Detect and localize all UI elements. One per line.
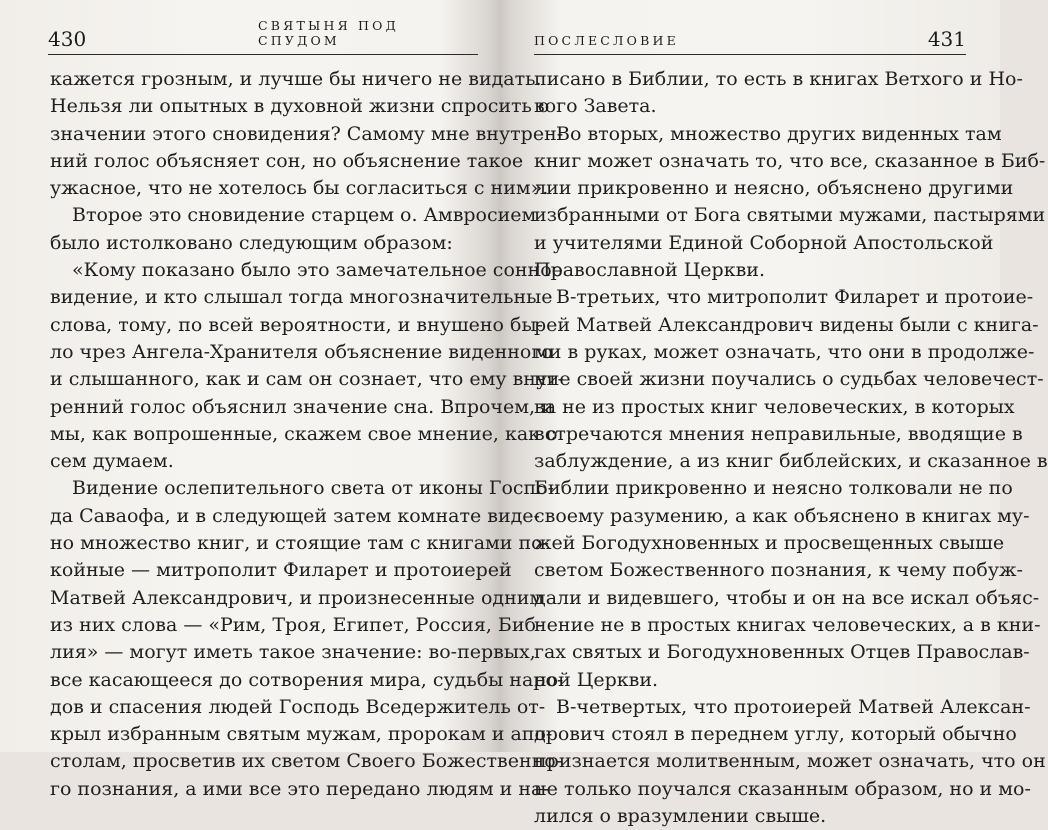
text-line: «Кому показано было это замечательное сонное [72, 259, 563, 282]
text-line: дов и спасения людей Господь Вседержитель от- [50, 695, 546, 718]
text-line: лии прикровенно и неясно, объяснено другими [534, 177, 1014, 200]
text-line: Во вторых, множество других виденных там [556, 122, 1002, 145]
text-line: столам, просветив их светом Своего Божественно- [50, 750, 563, 773]
text-line: своему разумению, а как объяснено в книгах му- [534, 504, 1030, 527]
text-line: заблуждение, а из книг библейских, и сказанное в [534, 450, 1048, 473]
text-line: ний голос объясняет сон, но объяснение такое [50, 149, 524, 172]
text-line: койные — митрополит Филарет и протоиерей [50, 559, 512, 582]
text-line: мы, как вопрошенные, скажем свое мнение, как о [50, 422, 558, 445]
text-line: было истолковано следующим образом: [50, 231, 453, 254]
text-line: писано в Библии, то есть в книгах Ветхого и Но- [534, 68, 1023, 90]
text-line: Нельзя ли опытных в духовной жизни спросить о [50, 95, 550, 118]
left-page-number: 430 [48, 27, 87, 51]
text-line: дрович стоял в переднем углу, который обычно [534, 723, 1017, 746]
text-line: гах святых и Богодухновенных Отцев Православ- [534, 641, 1030, 664]
text-line: и учителями Единой Соборной Апостольской [534, 231, 994, 254]
text-line: все касающееся до сотворения мира, судьбы наро- [50, 668, 564, 691]
text-line: ва не из простых книг человеческих, в которых [534, 395, 1015, 418]
text-line: видение, и кто слышал тогда многозначительные [50, 286, 553, 309]
right-page-number: 431 [927, 27, 966, 51]
left-page-header [48, 18, 478, 55]
text-line: но множество книг, и стоящие там с книгами по- [50, 532, 550, 555]
left-running-head: СВЯТЫНЯ ПОД СПУДОМ [258, 18, 399, 48]
text-line: ло чрез Ангела-Хранителя объяснение виденного [50, 340, 553, 363]
text-line: Матвей Александрович, и произнесенные одним [50, 586, 545, 609]
text-line: крыл избранным святым мужам, пророкам и апо- [50, 723, 553, 746]
right-page-header [534, 24, 966, 55]
text-line: лился о вразумлении свыше. [534, 805, 827, 828]
text-line: Библии прикровенно и неясно толковали не по [534, 477, 1013, 500]
text-line: сем думаем. [50, 450, 174, 473]
left-page-text [50, 66, 565, 803]
text-line: жей Богодухновенных и просвещенных свыше [534, 532, 1005, 555]
text-line: Второе это сновидение старцем о. Амвросием [72, 204, 537, 227]
text-line: не только поучался сказанным образом, но и мо- [534, 777, 1031, 800]
text-line: нение не в простых книгах человеческих, а в кни- [534, 613, 1041, 636]
text-line: и слышанного, как и сам он сознает, что ему внут- [50, 368, 565, 391]
text-line: да Саваофа, и в следующей затем комнате виде- [50, 504, 540, 527]
text-line: признается молитвенным, может означать, что он [534, 750, 1046, 773]
right-page [500, 0, 1048, 828]
text-line: Православной Церкви. [534, 259, 765, 282]
right-running-head: ПОСЛЕСЛОВИЕ [534, 33, 679, 48]
text-line: из них слова — «Рим, Троя, Египет, Россия, Биб- [50, 613, 543, 636]
text-line: ние своей жизни поучались о судьбах человечест- [534, 368, 1044, 391]
text-line: избранными от Бога святыми мужами, пастырями [534, 204, 1046, 227]
text-line: дали и видевшего, чтобы и он на все искал объяс- [534, 586, 1040, 609]
text-line: светом Божественного познания, к чему побуж- [534, 559, 1023, 582]
text-line: ужасное, что не хотелось бы согласиться с ним». [50, 177, 549, 200]
text-line: В-четвертых, что протоиерей Матвей Алексан- [556, 695, 1031, 718]
right-page-text [534, 66, 1048, 830]
text-line: книг может означать то, что все, сказанное в Биб- [534, 149, 1046, 172]
text-line: рей Матвей Александрович видены были с книга- [534, 313, 1039, 336]
text-line: Видение ослепительного света от иконы Госпо- [72, 477, 555, 500]
text-line: ми в руках, может означать, что они в продолже- [534, 340, 1035, 363]
text-line: значении этого сновидения? Самому мне внутрен- [50, 122, 564, 145]
text-line: кажется грозным, и лучше бы ничего не видать. [50, 68, 542, 90]
text-line: ной Церкви. [534, 668, 659, 691]
text-line: вого Завета. [534, 95, 657, 118]
text-line: слова, тому, по всей вероятности, и внушено бы- [50, 313, 543, 336]
text-line: встречаются мнения неправильные, вводящие в [534, 422, 1023, 445]
text-line: ренний голос объяснил значение сна. Впрочем, и [50, 395, 554, 418]
text-line: В-третьих, что митрополит Филарет и протоие- [556, 286, 1034, 309]
text-line: лия» — могут иметь такое значение: во-первых, [50, 641, 536, 664]
text-line: го познания, а ими все это передано людям и на- [50, 777, 549, 800]
